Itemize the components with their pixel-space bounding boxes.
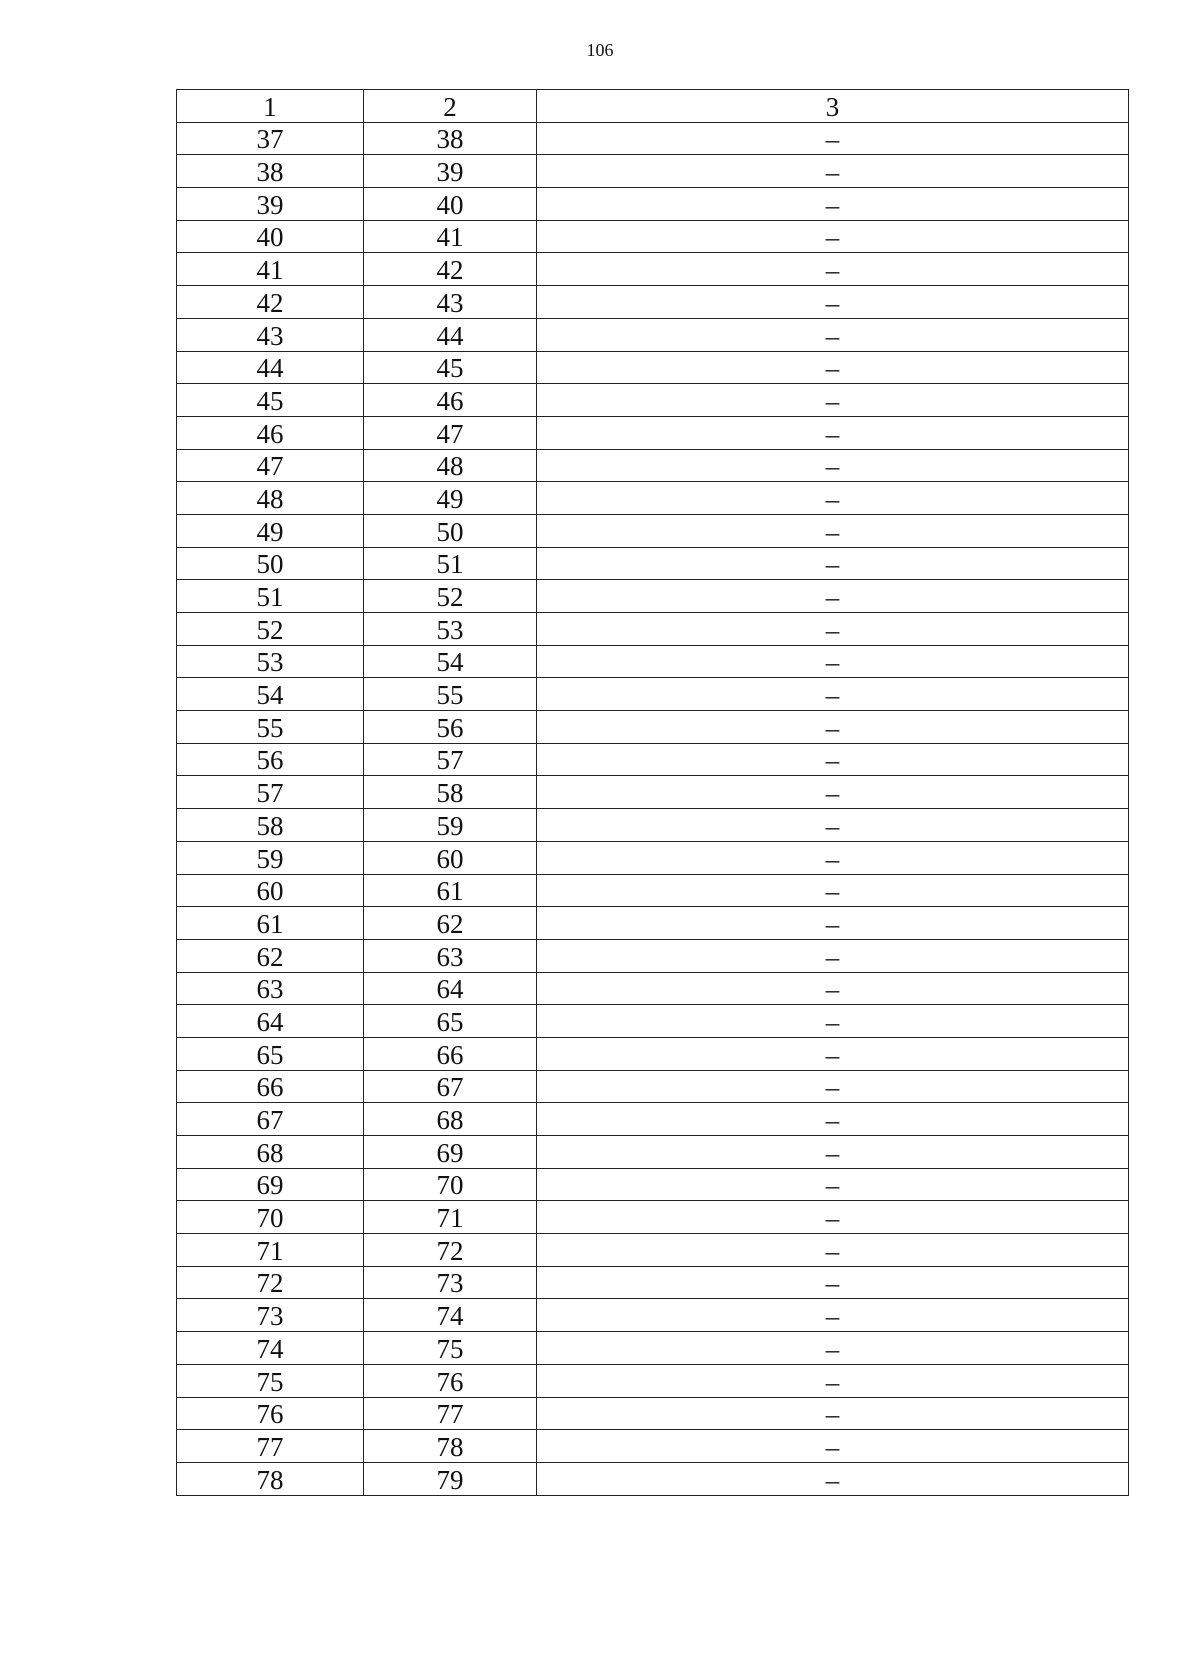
table-cell-col-1: 78 [177, 1462, 364, 1495]
table-row [177, 776, 1129, 809]
table-cell-col-2: 54 [364, 645, 537, 678]
table-cell-col-1: 76 [177, 1397, 364, 1430]
table-cell-col-1: 59 [177, 841, 364, 874]
table-cell-col-3: – [537, 841, 1129, 874]
table-cell-col-3: – [537, 416, 1129, 449]
table-cell-col-3: – [537, 384, 1129, 417]
table-cell-col-3: – [537, 1103, 1129, 1136]
header-cell-3: 3 [537, 90, 1129, 123]
table-cell-col-3: – [537, 939, 1129, 972]
table-cell-col-1: 58 [177, 809, 364, 842]
table-cell-col-2: 42 [364, 253, 537, 286]
table-row [177, 1364, 1129, 1397]
table-cell-col-1: 41 [177, 253, 364, 286]
table-cell-col-3: – [537, 678, 1129, 711]
table-cell-col-3: – [537, 318, 1129, 351]
table-cell-col-1: 44 [177, 351, 364, 384]
table-cell-col-3: – [537, 449, 1129, 482]
table-row [177, 907, 1129, 940]
table-cell-col-3: – [537, 1430, 1129, 1463]
table-cell-col-1: 74 [177, 1332, 364, 1365]
table-row [177, 743, 1129, 776]
table-cell-col-2: 43 [364, 286, 537, 319]
table-row [177, 1037, 1129, 1070]
table-cell-col-3: – [537, 613, 1129, 646]
table-row [177, 482, 1129, 515]
table-row [177, 514, 1129, 547]
table-cell-col-3: – [537, 482, 1129, 515]
table-cell-col-1: 54 [177, 678, 364, 711]
table-row [177, 449, 1129, 482]
table-row [177, 711, 1129, 744]
table-cell-col-2: 79 [364, 1462, 537, 1495]
table-row [177, 874, 1129, 907]
table-row [177, 841, 1129, 874]
table-cell-col-1: 67 [177, 1103, 364, 1136]
table-cell-col-3: – [537, 1364, 1129, 1397]
table-cell-col-1: 50 [177, 547, 364, 580]
table-cell-col-3: – [537, 1005, 1129, 1038]
table-cell-col-3: – [537, 874, 1129, 907]
table-row [177, 1136, 1129, 1169]
table-cell-col-2: 77 [364, 1397, 537, 1430]
table-cell-col-3: – [537, 1037, 1129, 1070]
table-cell-col-2: 61 [364, 874, 537, 907]
table-cell-col-2: 70 [364, 1168, 537, 1201]
table-cell-col-2: 47 [364, 416, 537, 449]
table-cell-col-1: 52 [177, 613, 364, 646]
header-cell-2: 2 [364, 90, 537, 123]
table-cell-col-3: – [537, 972, 1129, 1005]
table-row [177, 613, 1129, 646]
table-cell-col-2: 58 [364, 776, 537, 809]
table-body [177, 122, 1129, 1495]
page-number: 106 [586, 40, 614, 60]
table-cell-col-1: 71 [177, 1234, 364, 1267]
table-row [177, 122, 1129, 155]
table-cell-col-2: 59 [364, 809, 537, 842]
table-cell-col-1: 56 [177, 743, 364, 776]
table-cell-col-3: – [537, 1397, 1129, 1430]
table-row [177, 1070, 1129, 1103]
table-cell-col-1: 69 [177, 1168, 364, 1201]
table-cell-col-3: – [537, 743, 1129, 776]
table-cell-col-3: – [537, 645, 1129, 678]
table-cell-col-1: 75 [177, 1364, 364, 1397]
table-cell-col-2: 38 [364, 122, 537, 155]
table-cell-col-2: 41 [364, 220, 537, 253]
table-cell-col-2: 48 [364, 449, 537, 482]
table-cell-col-1: 68 [177, 1136, 364, 1169]
table-row [177, 1201, 1129, 1234]
table-cell-col-1: 62 [177, 939, 364, 972]
table-cell-col-2: 69 [364, 1136, 537, 1169]
table-cell-col-2: 78 [364, 1430, 537, 1463]
table-cell-col-1: 77 [177, 1430, 364, 1463]
table-cell-col-2: 75 [364, 1332, 537, 1365]
table-cell-col-3: – [537, 286, 1129, 319]
table-cell-col-3: – [537, 1462, 1129, 1495]
table-row [177, 155, 1129, 188]
table-cell-col-3: – [537, 1266, 1129, 1299]
table-row [177, 645, 1129, 678]
table-cell-col-1: 49 [177, 514, 364, 547]
table-cell-col-2: 39 [364, 155, 537, 188]
table-row [177, 972, 1129, 1005]
table-cell-col-3: – [537, 1201, 1129, 1234]
table-cell-col-2: 62 [364, 907, 537, 940]
table-cell-col-1: 55 [177, 711, 364, 744]
table-cell-col-3: – [537, 514, 1129, 547]
table-cell-col-2: 46 [364, 384, 537, 417]
table-row [177, 1332, 1129, 1365]
table-row [177, 188, 1129, 221]
table-cell-col-3: – [537, 1136, 1129, 1169]
table-cell-col-1: 61 [177, 907, 364, 940]
table-cell-col-2: 71 [364, 1201, 537, 1234]
table-cell-col-2: 73 [364, 1266, 537, 1299]
table-cell-col-2: 40 [364, 188, 537, 221]
table-cell-col-2: 74 [364, 1299, 537, 1332]
table-row [177, 1462, 1129, 1495]
table-cell-col-3: – [537, 253, 1129, 286]
table-cell-col-1: 48 [177, 482, 364, 515]
table-row [177, 939, 1129, 972]
table-cell-col-1: 45 [177, 384, 364, 417]
table-cell-col-1: 63 [177, 972, 364, 1005]
table-row [177, 1397, 1129, 1430]
table-cell-col-3: – [537, 1234, 1129, 1267]
table-cell-col-3: – [537, 1299, 1129, 1332]
table-row [177, 547, 1129, 580]
table-cell-col-3: – [537, 809, 1129, 842]
table-cell-col-2: 60 [364, 841, 537, 874]
table-row [177, 351, 1129, 384]
table-row [177, 253, 1129, 286]
table-cell-col-3: – [537, 1332, 1129, 1365]
table-cell-col-1: 47 [177, 449, 364, 482]
table-cell-col-2: 44 [364, 318, 537, 351]
table-cell-col-3: – [537, 220, 1129, 253]
table-row [177, 384, 1129, 417]
table-cell-col-3: – [537, 580, 1129, 613]
table-cell-col-2: 53 [364, 613, 537, 646]
table-row [177, 1103, 1129, 1136]
table-row [177, 416, 1129, 449]
header-row [177, 90, 1129, 123]
table-cell-col-2: 65 [364, 1005, 537, 1038]
table-cell-col-2: 68 [364, 1103, 537, 1136]
table-cell-col-2: 64 [364, 972, 537, 1005]
table-row [177, 580, 1129, 613]
table-cell-col-1: 51 [177, 580, 364, 613]
table-row [177, 220, 1129, 253]
table-cell-col-2: 56 [364, 711, 537, 744]
table-cell-col-3: – [537, 776, 1129, 809]
table-cell-col-3: – [537, 188, 1129, 221]
table-cell-col-1: 60 [177, 874, 364, 907]
table-cell-col-1: 72 [177, 1266, 364, 1299]
table-cell-col-2: 67 [364, 1070, 537, 1103]
table-cell-col-2: 63 [364, 939, 537, 972]
table-row [177, 1299, 1129, 1332]
table-row [177, 286, 1129, 319]
data-table [176, 89, 1129, 1496]
table-cell-col-1: 73 [177, 1299, 364, 1332]
table-row [177, 1005, 1129, 1038]
table-cell-col-1: 37 [177, 122, 364, 155]
table-cell-col-2: 66 [364, 1037, 537, 1070]
header-cell-1: 1 [177, 90, 364, 123]
table-cell-col-3: – [537, 1168, 1129, 1201]
table-cell-col-1: 46 [177, 416, 364, 449]
table-cell-col-1: 57 [177, 776, 364, 809]
table-cell-col-3: – [537, 1070, 1129, 1103]
table-row [177, 678, 1129, 711]
table-cell-col-2: 55 [364, 678, 537, 711]
table-cell-col-3: – [537, 122, 1129, 155]
table-row [177, 1430, 1129, 1463]
table-cell-col-1: 66 [177, 1070, 364, 1103]
table-cell-col-3: – [537, 155, 1129, 188]
table-cell-col-2: 52 [364, 580, 537, 613]
table-cell-col-3: – [537, 547, 1129, 580]
table-cell-col-3: – [537, 907, 1129, 940]
table-cell-col-3: – [537, 711, 1129, 744]
table-cell-col-1: 40 [177, 220, 364, 253]
table-cell-col-2: 49 [364, 482, 537, 515]
table-cell-col-2: 57 [364, 743, 537, 776]
table-cell-col-1: 43 [177, 318, 364, 351]
table-cell-col-2: 72 [364, 1234, 537, 1267]
table-cell-col-1: 39 [177, 188, 364, 221]
table-cell-col-1: 38 [177, 155, 364, 188]
table-row [177, 1234, 1129, 1267]
table-cell-col-1: 70 [177, 1201, 364, 1234]
table-cell-col-1: 64 [177, 1005, 364, 1038]
table-cell-col-2: 76 [364, 1364, 537, 1397]
table-cell-col-3: – [537, 351, 1129, 384]
table-row [177, 809, 1129, 842]
table-row [177, 1266, 1129, 1299]
table-cell-col-1: 53 [177, 645, 364, 678]
table-cell-col-1: 42 [177, 286, 364, 319]
table-row [177, 318, 1129, 351]
table-row [177, 1168, 1129, 1201]
table-cell-col-2: 45 [364, 351, 537, 384]
table-cell-col-2: 51 [364, 547, 537, 580]
table-cell-col-1: 65 [177, 1037, 364, 1070]
table-cell-col-2: 50 [364, 514, 537, 547]
